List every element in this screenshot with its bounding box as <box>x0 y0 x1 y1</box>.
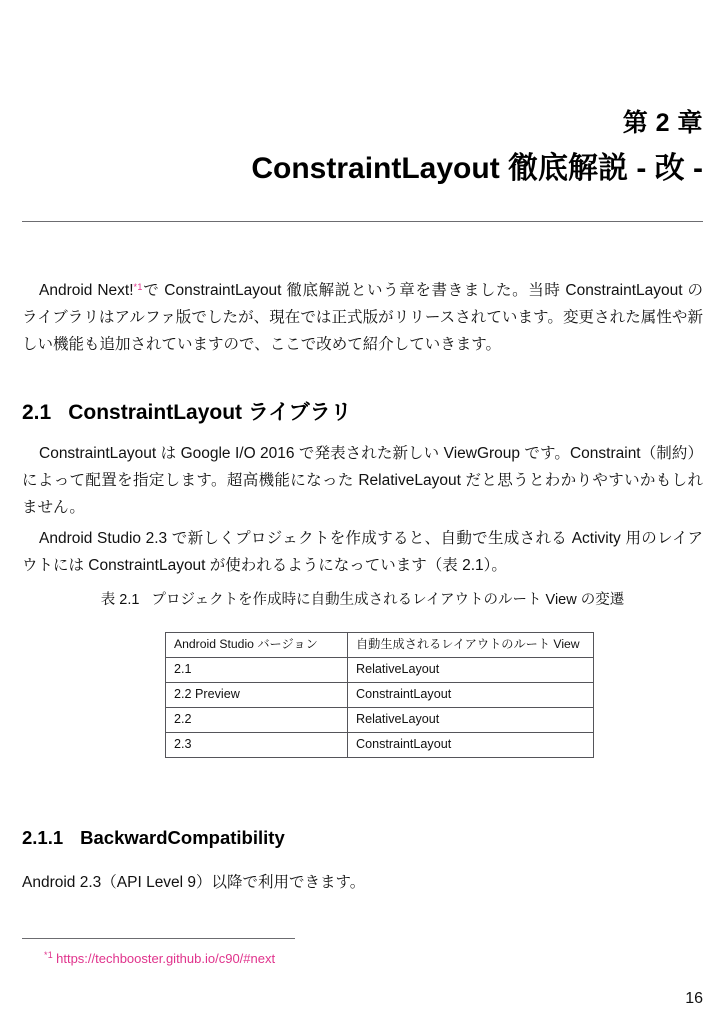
footnote-url-link[interactable]: https://techbooster.github.io/c90/#next <box>56 951 276 966</box>
chapter-number: 第 2 章 <box>622 109 703 137</box>
page-number: 16 <box>685 990 703 1007</box>
section-number: 2.1 <box>22 401 52 425</box>
table-cell-rootview: ConstraintLayout <box>348 683 594 708</box>
table-caption-text: プロジェクトを作成時に自動生成されるレイアウトのルート View の変遷 <box>151 592 625 608</box>
table-cell-version: 2.2 <box>166 708 348 733</box>
chapter-divider-rule <box>22 221 703 222</box>
table-caption <box>22 588 703 609</box>
root-view-transition-table <box>165 632 594 758</box>
intro-text-part1: Android Next! <box>39 281 134 299</box>
chapter-title: ConstraintLayout 徹底解説 - 改 - <box>251 152 703 186</box>
chapter-header <box>22 108 703 188</box>
table-row <box>166 683 594 708</box>
table-cell-rootview: RelativeLayout <box>348 658 594 683</box>
subsection-paragraph <box>22 869 703 896</box>
table-header-cell-version: Android Studio バージョン <box>166 633 348 658</box>
table-caption-label: 表 2.1 <box>100 592 140 608</box>
section-paragraph-2 <box>22 525 703 579</box>
table-cell-version: 2.2 Preview <box>166 683 348 708</box>
table-header-row <box>166 633 594 658</box>
table-header-cell-rootview: 自動生成されるレイアウトのルート View <box>348 633 594 658</box>
table-row <box>166 733 594 758</box>
table-body <box>166 633 594 758</box>
table-cell-version: 2.1 <box>166 658 348 683</box>
section-title: ConstraintLayout ライブラリ <box>68 401 352 425</box>
section-heading-2-1 <box>22 396 703 426</box>
footnote-marker: *1 <box>44 950 54 960</box>
subsection-title: BackwardCompatibility <box>80 826 285 848</box>
table-cell-rootview: RelativeLayout <box>348 708 594 733</box>
table-cell-rootview: ConstraintLayout <box>348 733 594 758</box>
footnote <box>22 946 522 968</box>
subsection-heading-2-1-1 <box>22 827 703 849</box>
intro-text-part2: で ConstraintLayout 徹底解説という章を書きました。当時 ConstraintLayout のライブラリはアルファ版でしたが、現在では正式版がリリースされています。変更された属性や新しい機能も追加されていますので、ここで改めて紹介していきます。 <box>22 281 703 353</box>
subsection-number: 2.1.1 <box>22 826 64 848</box>
section-paragraph-2-text: Android Studio 2.3 で新しくプロジェクトを作成すると、自動で生成される Activity 用のレイアウトには ConstraintLayout が使われるようになっています（表 2.1）。 <box>22 529 703 574</box>
table-row <box>166 708 594 733</box>
subsection-paragraph-text: Android 2.3（API Level 9）以降で利用できます。 <box>22 873 366 891</box>
table-row <box>166 658 594 683</box>
section-paragraph-1-text: ConstraintLayout は Google I/O 2016 で発表された新しい ViewGroup です。Constraint（制約）によって配置を指定します。超高機能になった RelativeLayout だと思うとわかりやすいかもしれません。 <box>22 444 703 516</box>
table-cell-version: 2.3 <box>166 733 348 758</box>
footnote-divider-rule <box>22 938 295 939</box>
intro-paragraph <box>22 274 703 358</box>
footnote-reference-marker[interactable]: *1 <box>133 281 143 292</box>
section-paragraph-1 <box>22 440 703 521</box>
